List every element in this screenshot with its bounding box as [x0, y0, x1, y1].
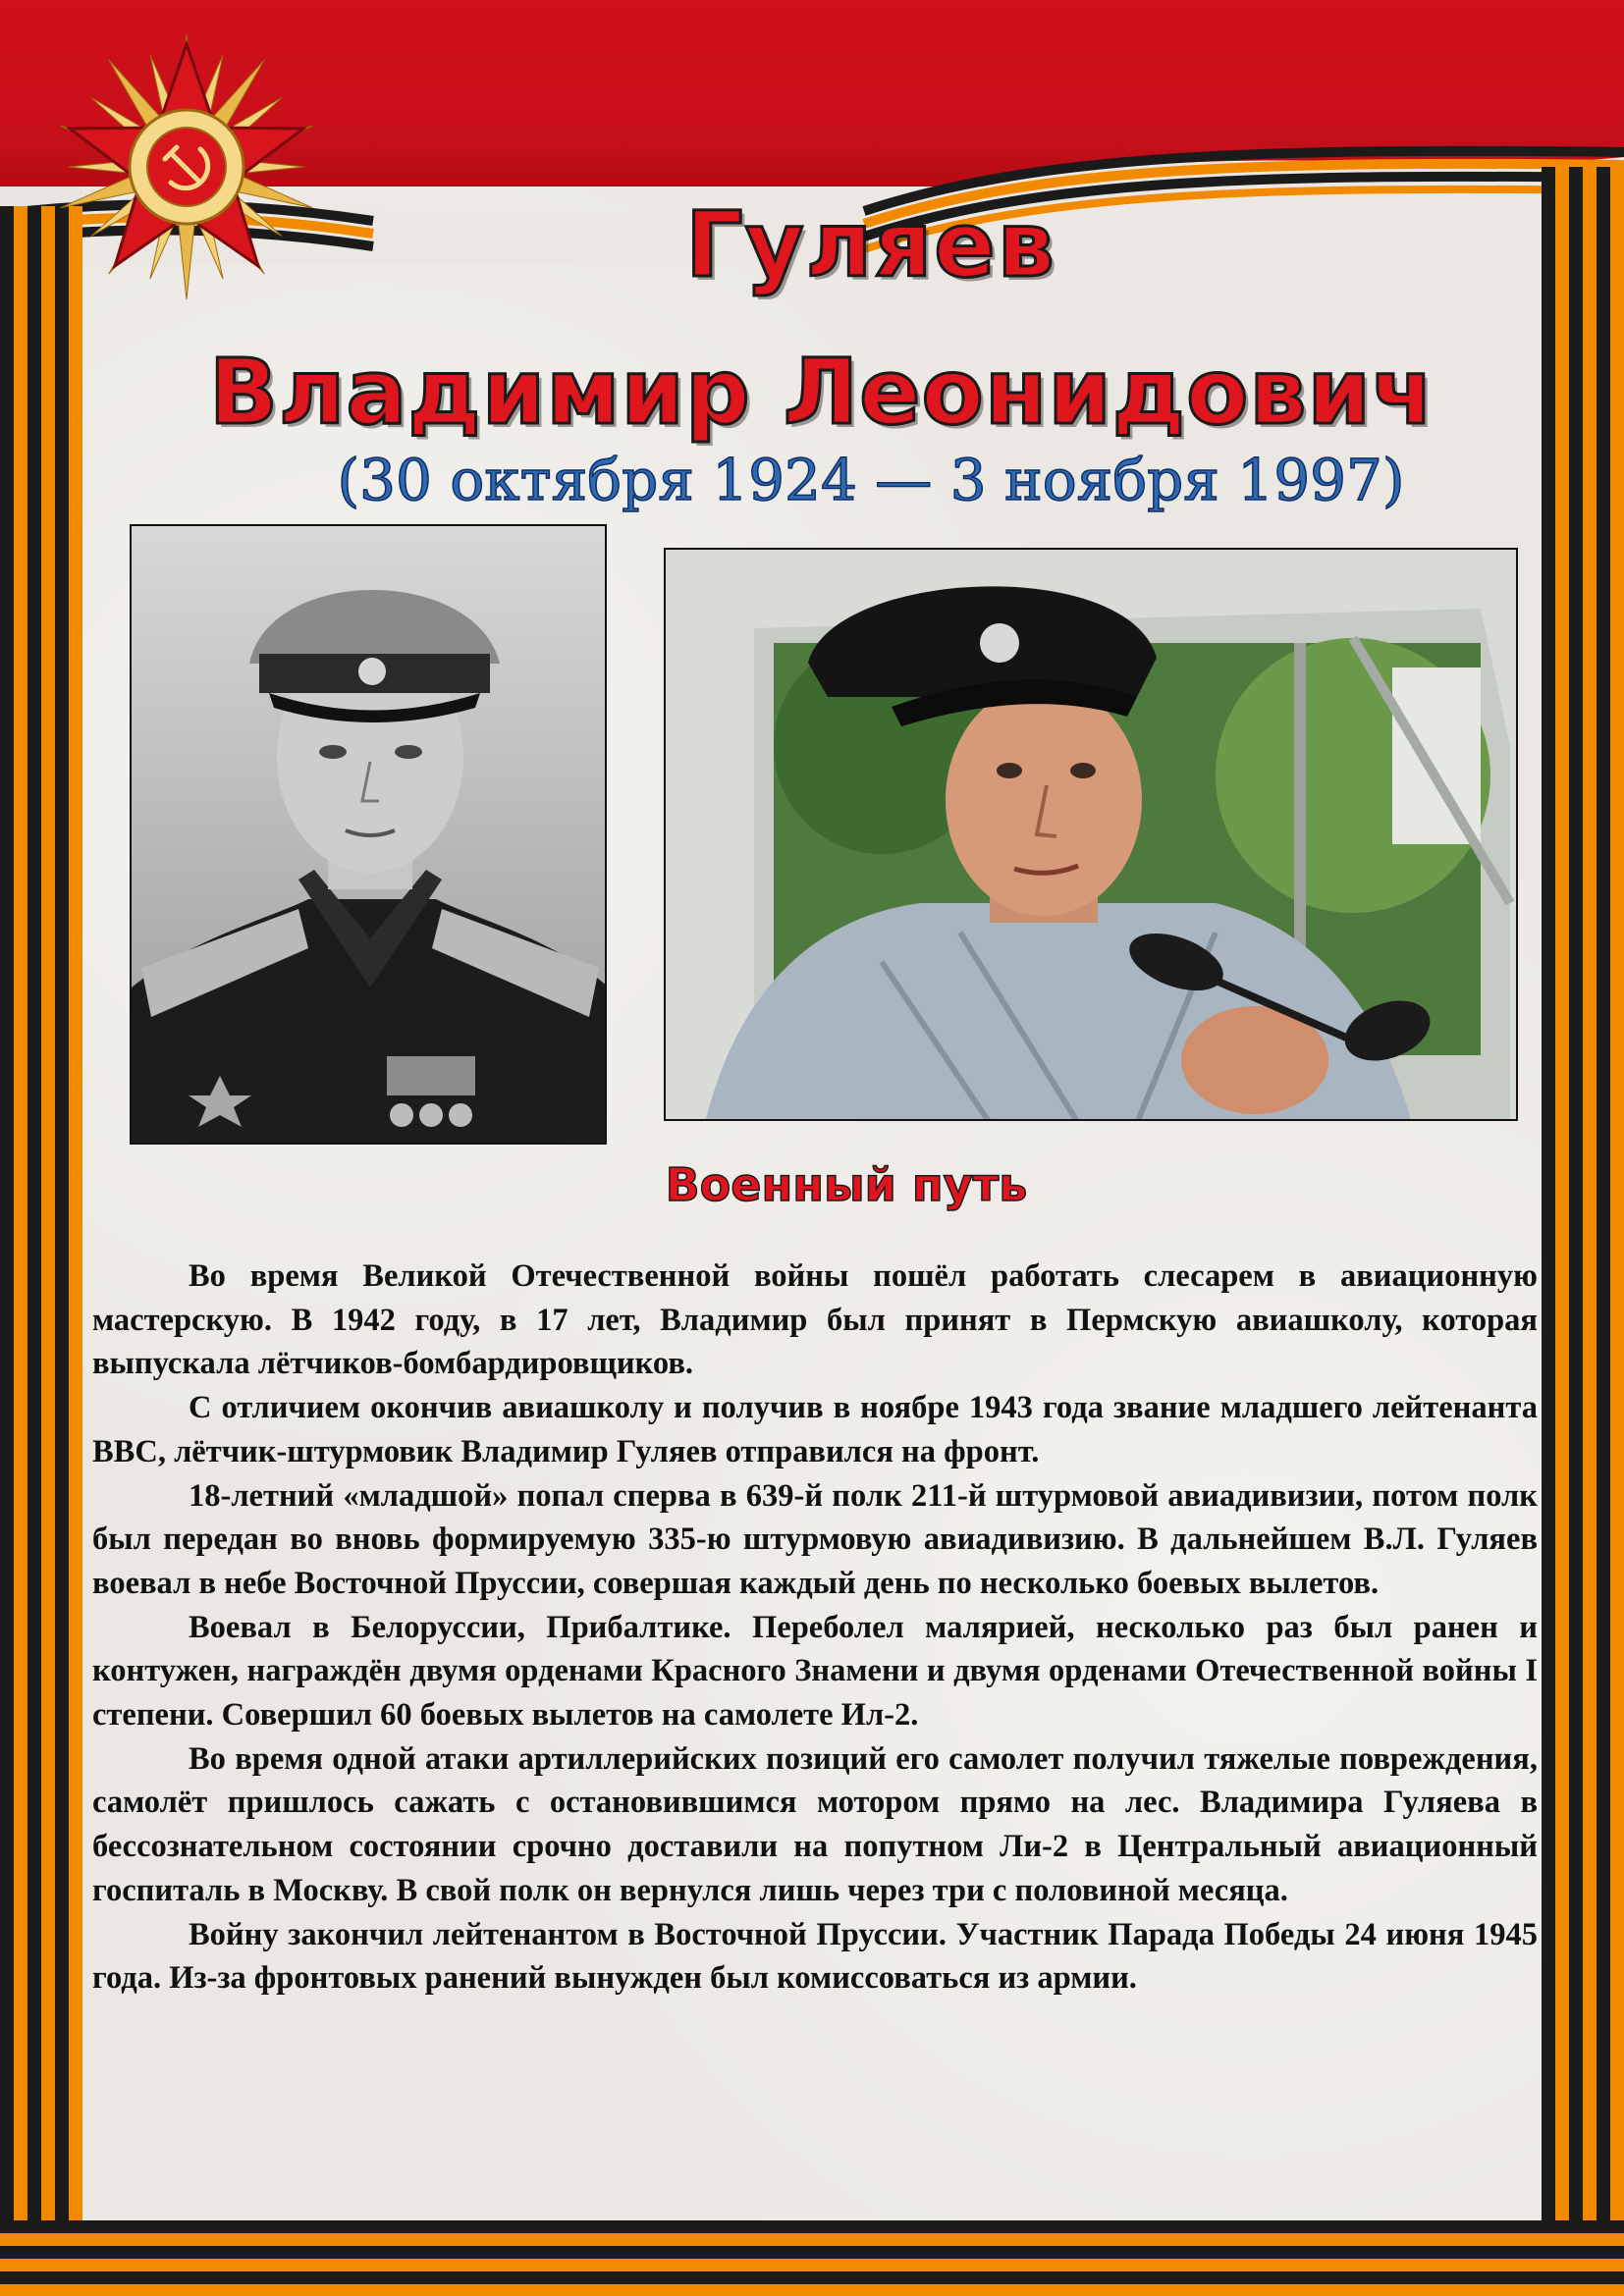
section-heading: Военный путь [665, 1158, 1028, 1211]
paragraph: Войну закончил лейтенантом в Восточной Пруссии. Участник Парада Победы 24 июня 1945 года. Из-за фронтовых ранений вынужден был комиссоваться из армии. [92, 1916, 1538, 1997]
taxi-driver-photo [664, 548, 1518, 1121]
paragraph: Воевал в Белоруссии, Прибалтике. Переболел малярией, несколько раз был ранен и контужен, награждён двумя орденами Красного Знамени и двумя орденами Отечественной войны I степени. Совершил 60 боевых вылетов на самолете Ил-2. [92, 1609, 1538, 1734]
st-george-ribbon-bottom [0, 2220, 1624, 2296]
paragraph: 18-летний «младшой» попал сперва в 639-й полк 211-й штурмовой авиадивизии, потом полк был передан во вновь формируемую 335-ю штурмовую авиадивизию. В дальнейшем В.Л. Гуляев воевал в небе Восточной Пруссии, совершая каждый день по несколько боевых вылетов. [92, 1477, 1538, 1601]
life-dates: (30 октября 1924 — 3 ноября 1997) [337, 447, 1405, 513]
given-names-title: Владимир Леонидович [208, 340, 1435, 445]
military-portrait-photo [130, 524, 607, 1145]
biography-text [92, 1255, 1538, 2001]
st-george-ribbon-left [0, 206, 82, 2296]
paragraph: Во время Великой Отечественной войны пошёл работать слесарем в авиационную мастерскую. В 1942 году, в 17 лет, Владимир был принят в Пермскую авиашколу, которая выпускала лётчиков-бомбардировщиков. [92, 1258, 1538, 1382]
paragraph: С отличием окончив авиашколу и получив в ноябре 1943 года звание младшего лейтенанта ВВС, лётчик-штурмовик Владимир Гуляев отправился на фронт. [92, 1390, 1538, 1469]
paragraph: Во время одной атаки артиллерийских позиций его самолет получил тяжелые повреждения, самолёт пришлось сажать с остановившимся мотором прямо на лес. Владимира Гуляева в бессознательном состоянии срочно доставили на попутном Ли-2 в Центральный авиационный госпиталь в Москву. В свой полк он вернулся лишь через три с половиной месяца. [92, 1740, 1538, 1908]
surname-title: Гуляев [685, 192, 1056, 297]
